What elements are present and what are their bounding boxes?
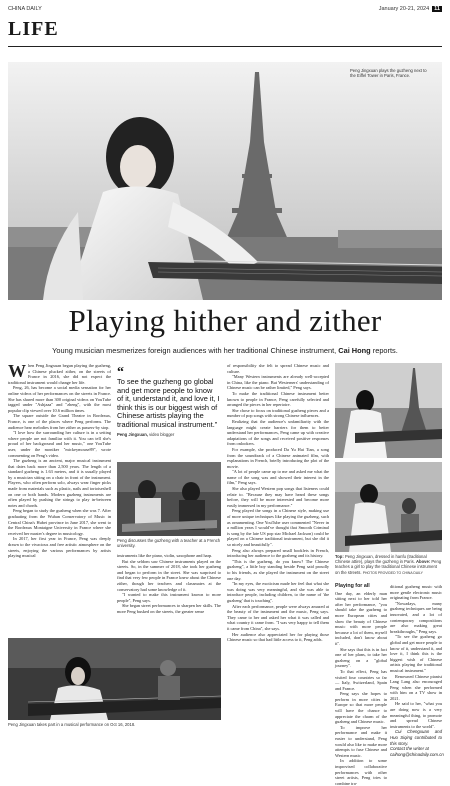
col1-p7: In 2017, her first year in France, Peng was deeply drawn to the vivacious and free artistic atmosphere on the streets, enjoying the various performances by artists playing musical <box>8 536 111 559</box>
contributors: Cui Chengxuan and Huo Siqing contributed to this story. <box>390 729 442 746</box>
photo-teacher-caption: Peng discusses the guzheng with a teacher at a French university. <box>117 538 221 549</box>
headline: Playing hither and zither <box>68 303 382 338</box>
masthead-paper: CHINA DAILY <box>8 6 42 12</box>
photo-teaching <box>335 462 442 552</box>
col2-p2: But she seldom saw Chinese instruments played on the streets. So, in the summer of 2018, she took her guzheng and began to perform in the street. She was surprised to find that very few people in France knew about the Chinese zither, though her teachers and classmates at the conservatory had some knowledge of it. <box>117 558 221 592</box>
photo-performance-caption: Peng Jingxuan takes part in a musical performance on Oct 16, 2018. <box>8 722 136 727</box>
col1-p1: hen Peng Jingxuan began playing the guzheng, a Chinese plucked zither, on the streets of France in 2016, she did not expect the traditional instrument would change her life. <box>8 363 111 385</box>
col4-p1: One day, an elderly man sitting next to her told her after her performance, "you should take the guzheng to more European cities and show the beauty of Chinese music with more people because a lot of them, myself included, don't know about it". <box>335 590 387 646</box>
pull-quote <box>117 365 220 437</box>
article-column-3 <box>227 363 329 735</box>
col2-p1: instruments like the piano, violin, saxophone and harp. <box>117 553 213 558</box>
deck <box>0 346 450 355</box>
photo-teacher-illustration <box>117 462 221 536</box>
deck-text: Young musician mesmerizes foreign audiences with her traditional Chinese instrument, <box>52 346 337 355</box>
col4-p3: To that effect, Peng has visited four countries so far — Italy, Switzerland, Spain and France. <box>335 668 387 691</box>
col4-p6: In addition to some improvised collaborative performances with other street artists, Peng tries to combine tra- <box>335 758 387 786</box>
photo-performance <box>8 638 221 720</box>
col3-p6: For example, she produced Da Yu Hai Tian, a song from the soundtrack of a Chinese animated film, with explanations in French, briefly introducing the plot of the movie. <box>227 446 329 469</box>
col3-p13: After each performance, people were always amazed at the beauty of the instrument and the music, Peng says. They came to her and asked her what it was called and what country it came from. "I was very happy to tell them it came from China", she says. <box>227 603 329 631</box>
masthead <box>8 4 442 14</box>
page-number: 11 <box>434 6 440 12</box>
caption-top: Peng Jingxuan, dressed in hanfu (traditional Chinese attire), plays the guzheng in Paris. <box>335 554 427 565</box>
col1-p6: Peng began to study the guzheng when she was 7. After graduating from the Wuhan Conservatory of Music in Central China's Hubei province in June 2017, she went to the Bordeaux Montaigne University in France where she received her master's degree in musicology. <box>8 508 111 536</box>
photo-teacher <box>117 462 221 536</box>
col3-p5: Realizing that the audience's unfamiliarity with the language might create barriers for them to better understand her performances, Peng came up with creative adaptations of the songs and received positive responses from onlookers. <box>227 418 329 447</box>
quote-name: Peng Jingxuan, <box>117 431 148 437</box>
hero-illustration <box>8 62 442 300</box>
col4-p4: Peng says she hopes to perform in more cities in Europe so that more people will have the chance to appreciate the charm of the guzheng and Chinese music. <box>335 691 387 725</box>
col1-p2: Peng, 26, has become a social media sensation for her online videos of her performances on the streets in France. She has shared more than 300 original videos on YouTube tagged under "Ashjaaa" and "zheng", with the most popular clip viewed over 10.6 million times. <box>8 385 111 413</box>
quote-role: video blogger <box>149 431 175 437</box>
col4-p5: To improve her performance and make it easier to understand, Peng would also like to make more attempts to fuse Chinese and Western music. <box>335 724 387 758</box>
col2-p4: She began street performances to sharpen her skills. The more Peng busked on the streets, the greater sense <box>117 603 221 614</box>
col3-p8: She also played Western pop songs that listeners could relate to. "Because they may have heard these songs before, they will be more interested and become more easily immersed in my performance." <box>227 486 329 508</box>
photo-paris <box>335 363 442 458</box>
contact-line: Contact the writer at <box>390 746 429 752</box>
photo-teaching-illustration <box>335 462 442 552</box>
photo-right-caption <box>335 554 442 576</box>
col3-p2: "Many Western instruments are already well-accepted in China, like the piano. But Westerners' understanding of Chinese music can be rather limited," Peng says. <box>227 374 329 391</box>
photo-performance-illustration <box>8 638 221 720</box>
col1-p4: "I love how the surrounding her culture is in a setting where people are not familiar with it. You can tell she's proud of her background and her music," one YouTube user, under the moniker "mickeymouse89", wrote commenting on Peng's video. <box>8 430 111 458</box>
article-column-5 <box>390 584 444 757</box>
caption-top-label: Top: <box>335 554 344 559</box>
masthead-date-page <box>379 6 442 12</box>
col1-p3: The square outside the Grand Theatre in Bordeaux, France, is one of the places where Peng performs. The audience hear melodies from her zither as passers-by stop. <box>8 413 111 430</box>
col2-p3: "I wanted to make this instrument known to more people", Peng says. <box>117 592 221 603</box>
col5-p1: ditional guzheng music with more gentle electronic music originating from France. <box>390 584 442 601</box>
col5-p3: "To see the guzheng go global and get more people to know of it, understand it, and love it, I think this is the biggest wish of Chinese artists playing the traditional musical instrument." <box>390 634 442 673</box>
drop-cap: W <box>8 361 26 381</box>
hero-caption: Peng Jingxuan plays the guzheng next to the Eiffel Tower in Paris, France. <box>350 68 427 79</box>
photo-paris-illustration <box>335 363 442 458</box>
caption-above-label: Above: <box>416 559 431 565</box>
col3-p11: "This is the guzheng, do you know? The Chinese guzheng", a little boy standing beside Peng said proudly to his friends, as she played the instrument on the street one day. <box>227 558 329 581</box>
quote-attribution <box>117 432 220 437</box>
col5-p4: Renowned Chinese pianist Lang Lang also encouraged Peng when she performed with him on a TV show in 2021. <box>390 673 442 701</box>
subhead-playing-for-all: Playing for all <box>335 583 370 589</box>
hero-photo <box>8 62 442 300</box>
section-rule <box>8 46 442 47</box>
deck-end: reports. <box>372 346 398 355</box>
col3-p10: Peng also always prepared small booklets in French, introducing her audience to the guzheng and its history. <box>227 547 329 559</box>
masthead-date: January 20-21, 2024 <box>378 6 430 12</box>
article-column-2 <box>117 553 221 633</box>
caption-above: Peng teaches a girl to play the traditional Chinese instrument on the streets. <box>335 559 442 575</box>
col3-p14: Her audience also appreciated her for playing those Chinese music so that had little access to it, Peng adds. <box>227 631 329 643</box>
col3-p12: "In my eyes, the exoticism made her feel that what she was doing was very meaningful, and she was able to introduce people, including children, to the name of 'the guzheng' that is touching". <box>227 581 329 603</box>
quote-text: To see the guzheng go global and get more people to know of it, understand it, and love it, I think this is our biggest wish of Chinese artists playing the traditional musical instrument.” <box>117 377 220 429</box>
col3-p1: of responsibility she felt to spread Chinese music and culture. <box>227 363 329 374</box>
col3-p4: She chose to focus on traditional guzheng pieces and a number of pop songs with strong Chinese influences. <box>227 407 329 419</box>
quote-mark: “ <box>117 365 124 380</box>
article-column-1 <box>8 363 111 631</box>
col5-p2: "Nowadays, many guzheng techniques are being innovated, and a lot of contemporary compositions are also making great breakthroughs," Peng says. <box>390 600 442 634</box>
col3-p7: "A lot of people came up to me and asked me what the name of the song was and showed their interest in the film," Peng says. <box>227 469 329 486</box>
contact-email[interactable]: caihong@chinadaily.com.cn <box>390 751 444 757</box>
article-column-4 <box>335 583 387 786</box>
col4-p2: She says that this is in fact one of her plans, to take her guzheng on a "global journey". <box>335 646 387 669</box>
col3-p9: Peng played the songs in a Chinese style, making use of more unique techniques like playing the guzheng, such as ornamenting. One YouTube user commented "Never in a million years I would've thought that Smooth Criminal is song by the late US pop star Michael Jackson) could be played on a Chinese traditional instrument, but she did it so nicely and beautifully". <box>227 508 329 547</box>
photo-credit: PHOTOS PROVIDED TO CHINA DAILY <box>362 570 423 575</box>
deck-byline: Cai Hong <box>338 346 371 355</box>
col1-p5: The guzheng is an ancient, major musical instrument that dates back more than 2,500 years. The length of a standard guzheng is 1.63 meters, and it is usually played by a musician sitting on a chair in front of the instrument. Players, who often perform solo, always wear finger picks made from materials such as plastic, nails and tortoiseshell on one or both hands. Modern guzheng instruments are often played by pushing the strings to play in-between notes and chords. <box>8 458 111 508</box>
col3-p3: To make the traditional Chinese instrument better known to people in France, Peng carefully selected and arranged the pieces in her repertoire. <box>227 390 329 408</box>
col5-p5: He said to her, "what you are doing now is a very meaningful thing, to promote and spread Chinese instruments to the world". <box>390 701 442 729</box>
section-title: LIFE <box>8 18 59 40</box>
